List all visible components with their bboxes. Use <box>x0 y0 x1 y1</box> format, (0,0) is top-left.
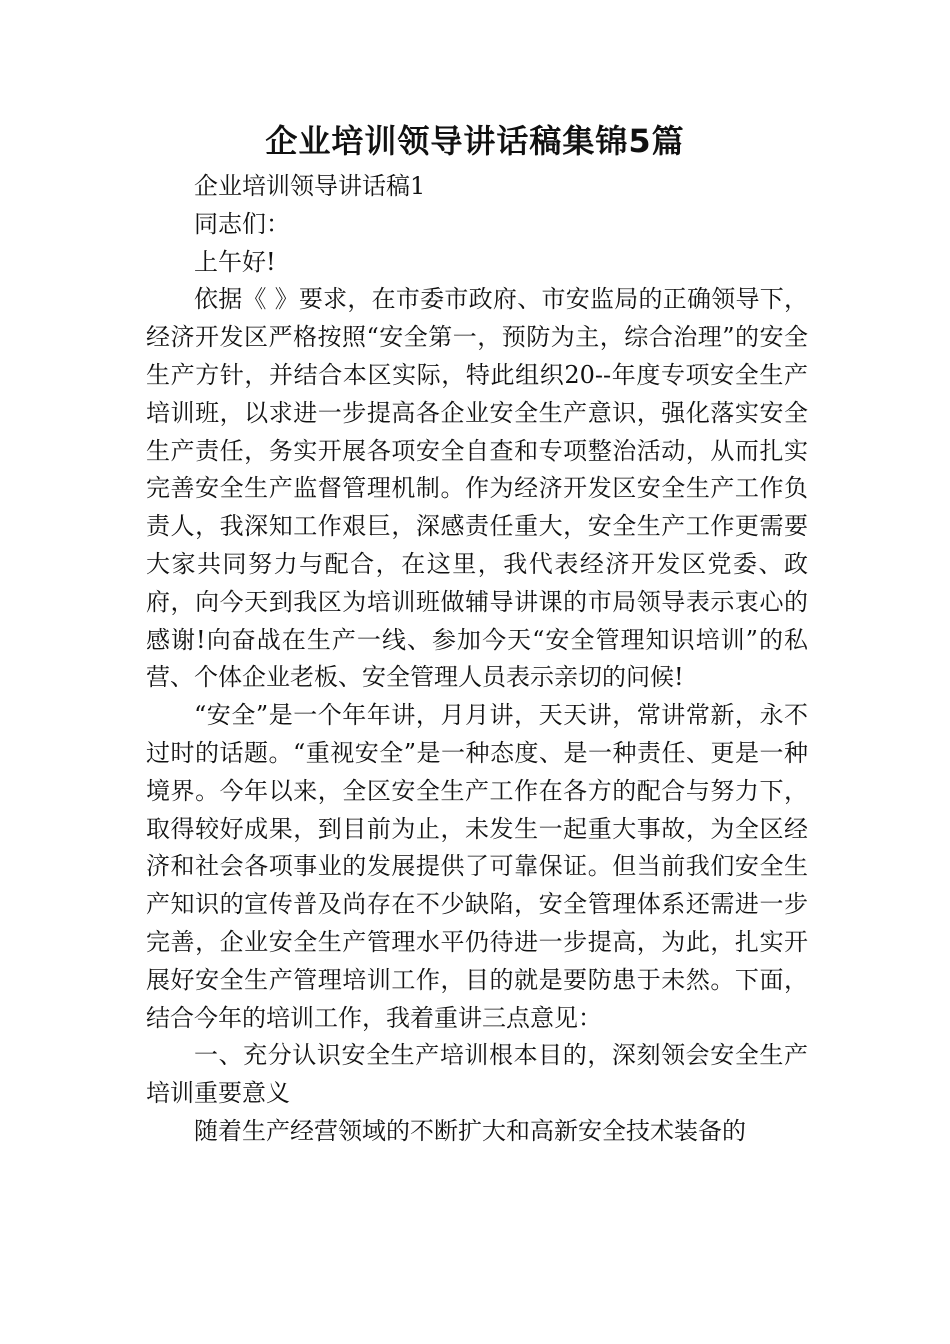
document-title: 企业培训领导讲话稿集锦5篇 <box>265 122 685 160</box>
section-heading: 一、充分认识安全生产培训根本目的，深刻领会安全生产培训重要意义 <box>146 1041 808 1108</box>
body-paragraph: “安全”是一个年年讲，月月讲，天天讲，常讲常新，永不过时的话题。“重视安全”是一种态度、是一种责任、更是一种境界。今年以来，全区安全生产工作在各方的配合与努力下，取得较好成果，到目前为止，未发生一起重大事故，为全区经济和社会各项事业的发展提供了可靠保证。但当前我们安全生产知识的宣传普及尚存在不少缺陷，安全管理体系还需进一步完善，企业安全生产管理水平仍待进一步提高，为此，扎实开展好安全生产管理培训工作，目的就是要防患于未然。下面，结合今年的培训工作，我着重讲三点意见： <box>146 701 808 1032</box>
speech-heading: 企业培训领导讲话稿1 <box>194 172 426 200</box>
document-body <box>146 168 808 1151</box>
body-paragraph: 随着生产经营领域的不断扩大和高新安全技术装备的 <box>194 1116 746 1145</box>
body-paragraph: 依据《 》要求，在市委市政府、市安监局的正确领导下，经济开发区严格按照“安全第一，预防为主，综合治理”的安全生产方针，并结合本区实际，特此组织20--年度专项安全生产培训班，以求进一步提高各企业安全生产意识，强化落实安全生产责任，务实开展各项安全自查和专项整治活动，从而扎实完善安全生产监督管理机制。作为经济开发区安全生产工作负责人，我深知工作艰巨，深感责任重大，安全生产工作更需要大家共同努力与配合，在这里，我代表经济开发区党委、政府，向今天到我区为培训班做辅导讲课的市局领导表示衷心的感谢!向奋战在生产一线、参加今天“安全管理知识培训”的私营、个体企业老板、安全管理人员表示亲切的问候! <box>146 285 808 692</box>
salutation: 同志们： <box>194 209 290 238</box>
greeting: 上午好! <box>194 247 276 276</box>
